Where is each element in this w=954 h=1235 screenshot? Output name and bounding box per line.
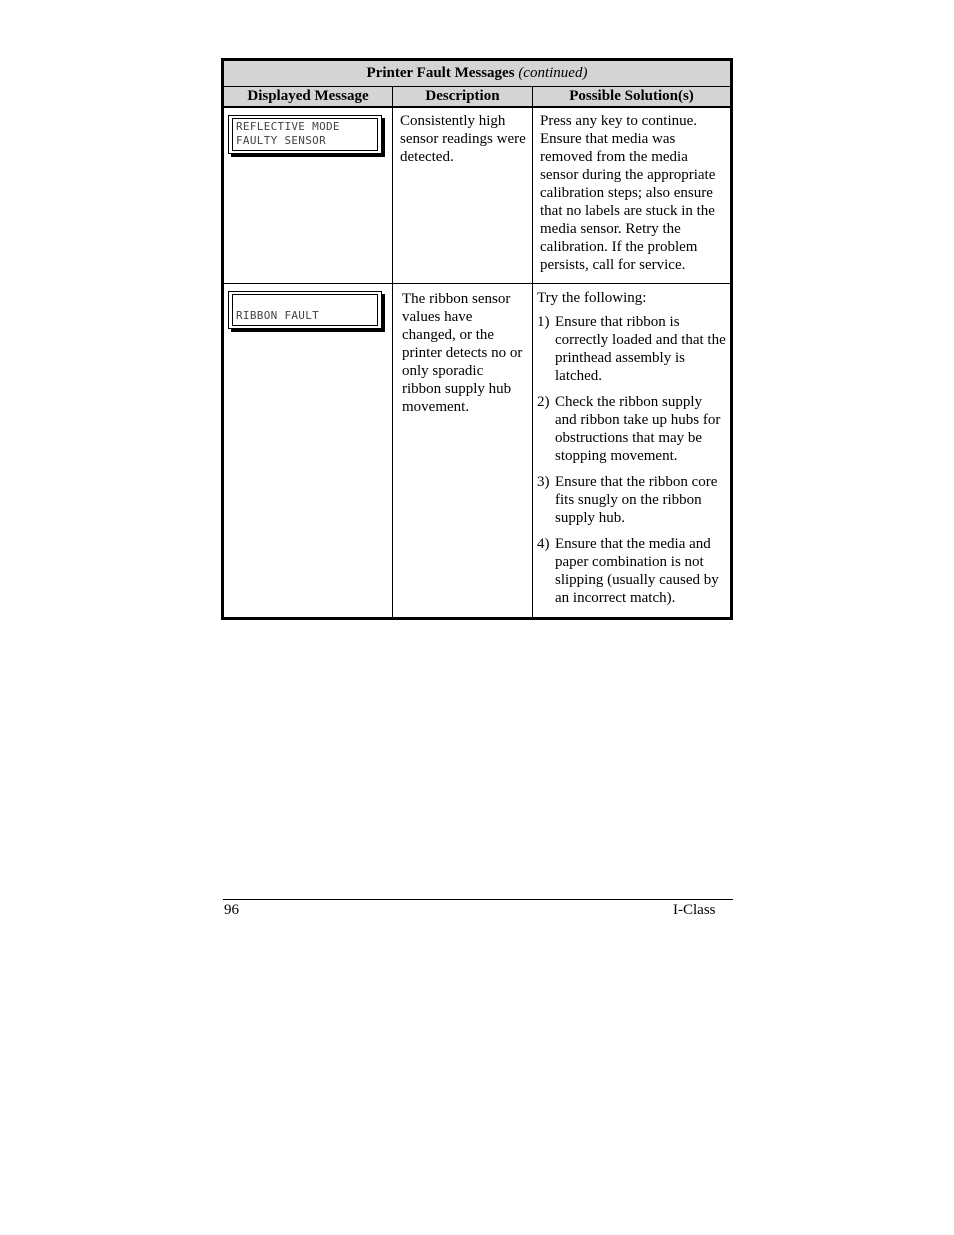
table-row xyxy=(223,107,732,284)
solution-step xyxy=(537,393,726,465)
table-title xyxy=(223,60,732,87)
lcd-display xyxy=(228,291,382,329)
step-number: 2) xyxy=(537,394,550,410)
step-text: Ensure that ribbon is correctly loaded and that the printhead assembly is latched. xyxy=(555,314,726,384)
table-title-row xyxy=(223,60,732,87)
solution-text: Press any key to continue. Ensure that media was removed from the media sensor during the appropriate calibration steps; also ensure that no labels are stuck in the media sensor. Retry the calibration. If the problem persists, call for service. xyxy=(540,113,716,273)
description-text: Consistently high sensor readings were detected. xyxy=(400,113,526,165)
table-header-row xyxy=(223,87,732,108)
lcd-display-screen xyxy=(232,294,378,326)
table-row xyxy=(223,284,732,619)
table-title-text: Printer Fault Messages xyxy=(366,65,515,81)
displayed-message-cell xyxy=(223,107,393,284)
solution-step xyxy=(537,313,726,385)
description-cell xyxy=(393,107,533,284)
step-text: Ensure that the media and paper combination is not slipping (usually caused by an incorrect match). xyxy=(555,536,719,606)
solution-cell xyxy=(533,284,732,619)
step-text: Check the ribbon supply and ribbon take up hubs for obstructions that may be stopping movement. xyxy=(555,394,721,464)
lcd-display-screen xyxy=(232,118,378,151)
solution-step xyxy=(537,473,726,527)
solution-steps-list xyxy=(533,313,730,607)
step-number: 1) xyxy=(537,314,550,330)
header-displayed-message: Displayed Message xyxy=(223,87,393,108)
solution-intro: Try the following: xyxy=(537,290,647,306)
description-cell xyxy=(393,284,533,619)
footer-divider xyxy=(223,899,733,900)
step-number: 3) xyxy=(537,474,550,490)
description-text: The ribbon sensor values have changed, or the printer detects no or only sporadic ribbon supply hub movement. xyxy=(402,291,523,415)
step-text: Ensure that the ribbon core fits snugly on the ribbon supply hub. xyxy=(555,474,718,526)
lcd-line: REFLECTIVE MODE xyxy=(236,120,340,133)
lcd-display xyxy=(228,115,382,154)
step-number: 4) xyxy=(537,536,550,552)
solution-step xyxy=(537,535,726,607)
page-number: 96 xyxy=(224,902,239,918)
lcd-line: RIBBON FAULT xyxy=(236,309,320,322)
solution-cell xyxy=(533,107,732,284)
header-description: Description xyxy=(393,87,533,108)
footer-product-name: I-Class xyxy=(673,902,716,918)
lcd-line: FAULTY SENSOR xyxy=(236,134,326,147)
header-possible-solutions: Possible Solution(s) xyxy=(533,87,732,108)
table-title-suffix: (continued) xyxy=(518,65,588,81)
displayed-message-cell xyxy=(223,284,393,619)
printer-fault-messages-table xyxy=(221,58,733,620)
